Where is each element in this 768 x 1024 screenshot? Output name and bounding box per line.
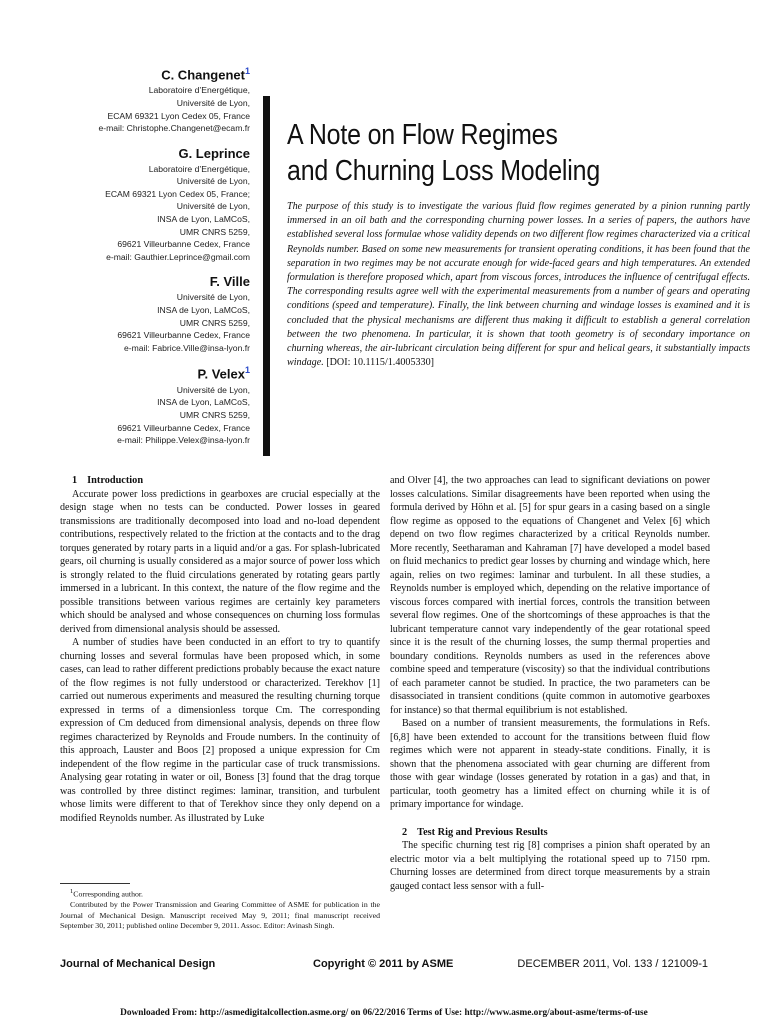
author-email: e-mail: Philippe.Velex@insa-lyon.fr bbox=[117, 435, 250, 446]
footnote-text: Corresponding author. bbox=[73, 889, 143, 899]
author-footnote-mark[interactable]: 1 bbox=[244, 66, 250, 76]
author-email: e-mail: Fabrice.Ville@insa-lyon.fr bbox=[123, 342, 250, 353]
footnote-text: Contributed by the Power Transmission and Gearing Committee of ASME for publication in the Journal of Mechanical Design. Manuscript received May 9, 2011; final manuscript received September 30, 2011; published online December 9, 2011. Assoc. Editor: Avinash Singh. bbox=[60, 900, 380, 931]
affiliation-line: INSA de Lyon, LaMCoS, bbox=[157, 397, 250, 408]
section-number: 2 bbox=[402, 826, 408, 838]
affiliation-line: Université de Lyon, bbox=[176, 292, 250, 303]
author-affiliation bbox=[60, 384, 250, 447]
affiliation-line: Laboratoire d’Energétique, bbox=[148, 163, 250, 174]
author-name: F. Ville bbox=[209, 274, 250, 290]
affiliation-line: UMR CNRS 5259, bbox=[179, 317, 250, 328]
right-column bbox=[390, 474, 710, 893]
author-footnote-mark[interactable]: 1 bbox=[244, 365, 250, 376]
section-heading-test-rig bbox=[390, 826, 710, 840]
paragraph: and Olver [4], the two approaches can lead to significant deviations on power losses calculations. Similar disagreements have been reported when using the formula derived by Höhn et al. [5] for spur gears in a casing based on a single flow regime as opposed to the equations of Changenet and Velex [6] which depend on two flow regimes characterized by a critical Reynolds number. More recently, Seetharaman and Kahraman [7] have developed a model based on fluid mechanics to predict gear losses by churning and windage which, here again, relies on two regimes: laminar and turbulent. In all these studies, a Reynolds number is employed which, depending on the relative importance of viscous forces compared with inertial forces, controls the transition between several flow regimes. One of the shortcomings of these approaches is that the lubricant temperature cannot vary independently of the gear rotational speed since it is the result of the churning losses, the sump thermal properties and boundary conditions. Reynolds numbers as used in the references above combine speed and temperature (viscosity) so that the individual contributions of each parameter cannot be studied. In practice, the two parameters can be disassociated in transient conditions (quite common in automotive gearboxes for instance) so that thermal equilibrium is not established. bbox=[390, 475, 710, 716]
affiliation-line: UMR CNRS 5259, bbox=[179, 226, 250, 237]
affiliation-line: Laboratoire d’Energétique, bbox=[148, 85, 250, 96]
affiliation-line: INSA de Lyon, LaMCoS, bbox=[157, 214, 250, 225]
affiliation-line: Université de Lyon, bbox=[176, 97, 250, 108]
author-affiliation bbox=[60, 163, 250, 264]
affiliation-line: UMR CNRS 5259, bbox=[179, 409, 250, 420]
author-email: e-mail: Gauthier.Leprince@gmail.com bbox=[106, 251, 250, 262]
doi-link[interactable]: [DOI: 10.1115/1.4005330] bbox=[326, 357, 435, 369]
author-changenet bbox=[60, 66, 250, 135]
affiliation-line: 69621 Villeurbanne Cedex, France bbox=[117, 330, 250, 341]
download-notice[interactable]: Downloaded From: http://asmedigitalcollection.asme.org/ on 06/22/2016 Terms of Use: http://www.asme.org/about-asme/terms-of-use bbox=[120, 1008, 648, 1018]
affiliation-line: INSA de Lyon, LaMCoS, bbox=[157, 305, 250, 316]
affiliation-line: ECAM 69321 Lyon Cedex 05, France bbox=[107, 110, 250, 121]
section-title: Introduction bbox=[87, 475, 144, 486]
affiliation-line: Université de Lyon, bbox=[176, 201, 250, 212]
affiliation-line: Université de Lyon, bbox=[176, 176, 250, 187]
paragraph: Accurate power loss predictions in gearboxes are crucial especially at the design stage when no tests can be conducted. Power losses in geared transmissions are traditionally decomposed into load and no-load dependent contributions, respectively related to the friction at the contacts and to the drag torques generated by rotary parts in a liquid and/or a gas. For splash-lubricated gears, oil churning is usually considered as a major source of power loss which is strongly related to the fluid circulations generated by rotating gears partly immersed in a lubricant. In this context, the nature of the flow regime and the possible transitions between various regimes are certainly key parameters which should be analysed and whose consequences on churning loss formulas derived from dimensional analysis should be assessed. bbox=[60, 488, 380, 635]
abstract-text: The purpose of this study is to investigate the various fluid flow regimes generated by a pinion running partly immersed in an oil bath and the corresponding churning power losses. In a series of papers, the authors have established several loss formulae whose validity depends on two different flow regimes characterized via a critical Reynolds number. Based on some new measurements for transient operating conditions, it has been found that the separation in two regimes may be not accurate enough for wide-faced gears and high temperatures. An extended formulation is therefore proposed which, apart from viscous forces, introduces the influence of centrifugal effects. The corresponding results agree well with the experimental measurements from a number of gears and operating conditions (speed and temperature). Finally, the link between churning and windage losses is examined and it is concluded that the physical mechanisms are different thus making it difficult to establish a general correlation between the two phenomena. In particular, it is shown that tooth geometry is of secondary importance on churning whereas, the air-lubricant circulation being different for spur and helical gears, it substantially impacts windage. bbox=[287, 201, 750, 369]
section-number: 1 bbox=[72, 475, 78, 486]
affiliation-line: ECAM 69321 Lyon Cedex 05, France; bbox=[105, 188, 250, 199]
author-email: e-mail: Christophe.Changenet@ecam.fr bbox=[98, 123, 250, 134]
author-name: C. Changenet bbox=[161, 67, 245, 83]
paragraph: The specific churning test rig [8] comprises a pinion shaft operated by an electric motor via a belt multiplying the rotational speed up to 7150 rpm. Churning losses are determined from direct torque measurements by a strain gauged contact less sensor with a full- bbox=[390, 840, 710, 892]
affiliation-line: 69621 Villeurbanne Cedex, France bbox=[117, 422, 250, 433]
copyright: Copyright © 2011 by ASME bbox=[313, 958, 454, 970]
section-title: Test Rig and Previous Results bbox=[417, 826, 548, 838]
affiliation-line: Université de Lyon, bbox=[176, 384, 250, 395]
author-name: G. Leprince bbox=[178, 145, 250, 161]
author-affiliation bbox=[60, 291, 250, 354]
journal-name: Journal of Mechanical Design bbox=[60, 958, 216, 970]
section-heading-introduction bbox=[60, 474, 380, 488]
footnote-rule bbox=[60, 883, 130, 884]
author-block bbox=[60, 66, 250, 458]
paragraph: A number of studies have been conducted in an effort to try to quantify churning losses and several formulas have been proposed which, in some cases, can lead to rather different predictions probably because the exact nature of the flow regimes is not fully understood or characterized. Terekhov [1] carried out numerous experiments and measured the resulting churning torque expressed in terms of a dimensionless torque Cm. The corresponding expression of Cm deduced from dimensional analysis, depends on three flow regimes characterized by Reynolds and Froude numbers. In the continuity of this approach, Lauster and Boos [2] proposed a unique expression for Cm independent of the flow regime in the particular case of truck transmissions. Analysing gear rotating in water or oil, Boness [3] found that the drag torque was controlled by three distinct regimes: laminar, transition, and turbulent whose limits were different to that of Terekhov since they only depend on a modified Reynolds number. As illustrated by Luke bbox=[60, 637, 380, 824]
author-velex bbox=[60, 365, 250, 446]
paper-title bbox=[287, 117, 683, 189]
affiliation-line: 69621 Villeurbanne Cedex, France bbox=[117, 239, 250, 250]
paragraph: Based on a number of transient measurements, the formulations in Refs. [6,8] have been extended to account for the transitions between fluid flow regimes which were not apparent in steady-state conditions. Finally, it is shown that the phenomena associated with gear churning are different from those with gear windage (losses generated by rotation in a gas) and that, in particular, tooth geometry has a limited effect on churning while it is of primary importance for windage. bbox=[390, 718, 710, 810]
title-line: A Note on Flow Regimes bbox=[287, 119, 558, 151]
title-line: and Churning Loss Modeling bbox=[287, 155, 601, 187]
author-leprince bbox=[60, 146, 250, 264]
abstract bbox=[287, 200, 750, 370]
issue-info: DECEMBER 2011, Vol. 133 / 121009-1 bbox=[517, 958, 708, 970]
title-divider-bar bbox=[263, 96, 270, 456]
author-affiliation bbox=[60, 84, 250, 134]
author-name: P. Velex bbox=[197, 366, 245, 382]
left-column bbox=[60, 474, 380, 825]
footnotes: $^1$Corresponding author. Contributed by the Power Transmission and Gearing Committee of ASME for publication in the Journal of Mechanical Design. Manuscript received May 9, 2011; final manuscript received September 30, 2011; published online December 9, 2011. Assoc. Editor: Avinash Singh. bbox=[60, 888, 380, 931]
author-ville bbox=[60, 274, 250, 354]
